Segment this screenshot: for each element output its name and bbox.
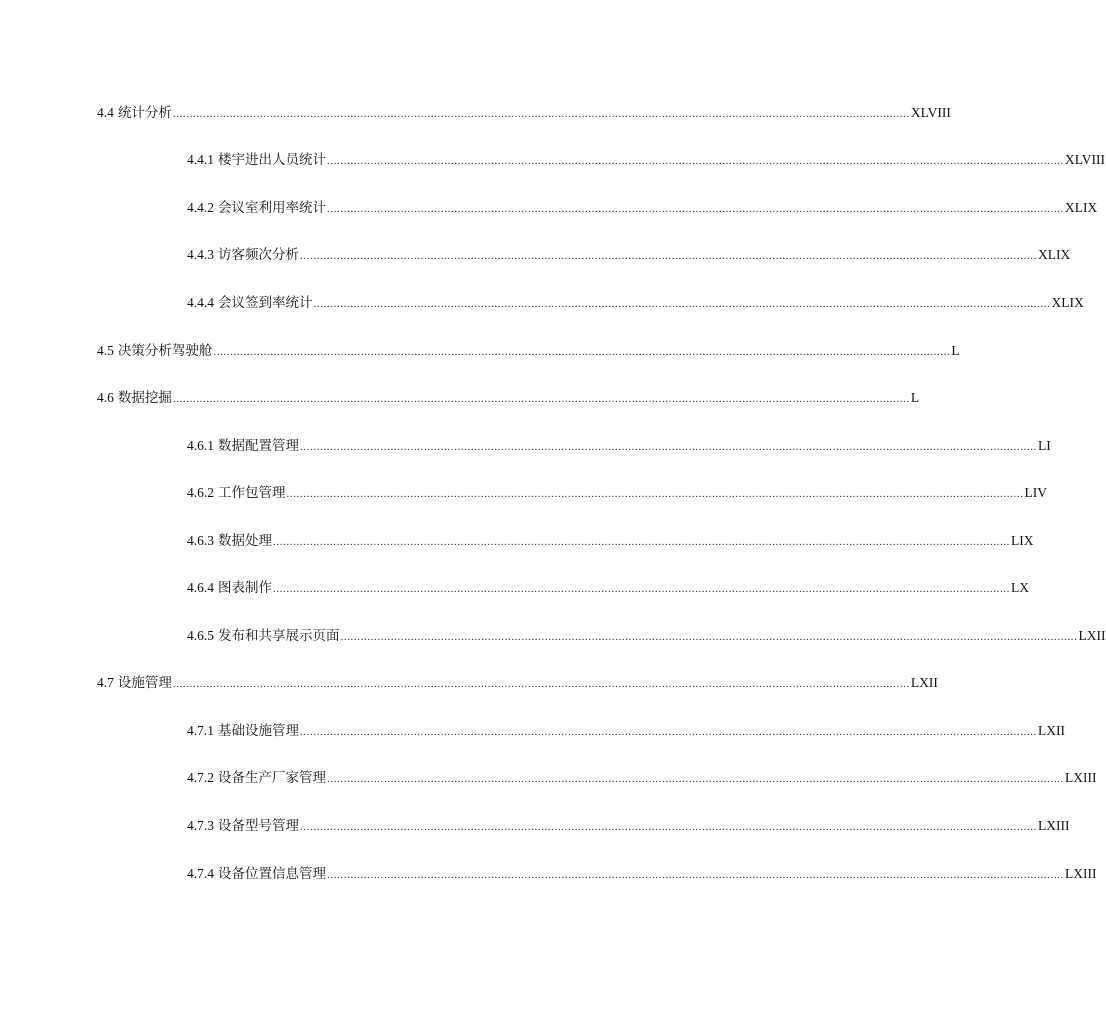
toc-entry-4-7-4[interactable] (187, 864, 1097, 884)
toc-entry-page: XLIX (1065, 200, 1098, 215)
toc-entry-title: 统计分析 (117, 105, 172, 121)
toc-entry-4-4-3[interactable] (187, 245, 1071, 265)
dot-leader: ............................................................................................................................................................................................................................ (300, 821, 1037, 833)
toc-entry-page: XLIX (1038, 247, 1071, 262)
toc-entry-4-7-1[interactable] (187, 721, 1065, 741)
dot-leader: ............................................................................................................................................................................................................................ (340, 631, 1078, 643)
dot-leader: ............................................................................................................................................................................................................................ (300, 726, 1037, 738)
dot-leader: ............................................................................................................................................................................................................................ (300, 441, 1037, 453)
dot-leader: ............................................................................................................................................................................................................................ (273, 536, 1010, 548)
dot-leader: ............................................................................................................................................................................................................................ (286, 488, 1024, 500)
toc-entry-page: LXIII (1065, 866, 1097, 881)
toc-entry-4-6[interactable] (97, 388, 920, 408)
toc-entry-4-6-1[interactable] (187, 436, 1051, 456)
toc-entry-title: 基础设施管理 (218, 723, 299, 739)
toc-entry-title: 楼宇进出人员统计 (218, 152, 326, 168)
toc-entry-title: 发布和共享展示页面 (218, 628, 340, 644)
toc-entry-number: 4.7.4 (187, 866, 214, 881)
toc-entry-4-7-2[interactable] (187, 768, 1097, 788)
toc-entry-number: 4.6.2 (187, 485, 214, 500)
toc-entry-4-6-4[interactable] (187, 578, 1029, 598)
toc-entry-4-4[interactable] (97, 103, 951, 123)
toc-entry-number: 4.6 (97, 390, 114, 405)
toc-entry-number: 4.6.3 (187, 533, 214, 548)
toc-entry-4-7-3[interactable] (187, 816, 1070, 836)
toc-entry-page: LXIII (1038, 818, 1070, 833)
toc-entry-number: 4.4.2 (187, 200, 214, 215)
dot-leader: ............................................................................................................................................................................................................................ (327, 773, 1064, 785)
toc-entry-4-6-5[interactable] (187, 626, 1106, 646)
toc-entry-number: 4.5 (97, 343, 114, 358)
toc-entry-page: LXII (1078, 628, 1106, 643)
toc-entry-title: 设施管理 (117, 675, 172, 691)
toc-entry-number: 4.6.4 (187, 580, 214, 595)
toc-entry-number: 4.7.2 (187, 770, 214, 785)
toc-entry-title: 访客频次分析 (218, 247, 299, 263)
dot-leader: ............................................................................................................................................................................................................................ (213, 346, 951, 358)
toc-entry-page: XLIX (1051, 295, 1084, 310)
toc-entry-title: 图表制作 (218, 580, 272, 596)
dot-leader: ............................................................................................................................................................................................................................ (327, 203, 1064, 215)
toc-entry-title: 设备位置信息管理 (218, 866, 326, 882)
toc-entry-4-4-2[interactable] (187, 198, 1098, 218)
toc-entry-number: 4.4.3 (187, 247, 214, 262)
toc-entry-page: XLVIII (1065, 152, 1105, 167)
toc-entry-page: L (951, 343, 960, 358)
toc-entry-page: LIV (1024, 485, 1047, 500)
toc-entry-number: 4.7 (97, 675, 114, 690)
toc-entry-page: LXII (910, 675, 938, 690)
dot-leader: ............................................................................................................................................................................................................................ (313, 298, 1051, 310)
toc-entry-number: 4.6.5 (187, 628, 214, 643)
toc-entry-page: LXIII (1065, 770, 1097, 785)
dot-leader: ............................................................................................................................................................................................................................ (172, 108, 910, 120)
toc-entry-number: 4.4.1 (187, 152, 214, 167)
toc-entry-4-6-3[interactable] (187, 531, 1034, 551)
toc-entry-4-5[interactable] (97, 341, 960, 361)
toc-entry-title: 会议签到率统计 (218, 295, 313, 311)
dot-leader: ............................................................................................................................................................................................................................ (327, 869, 1064, 881)
dot-leader: ............................................................................................................................................................................................................................ (172, 393, 910, 405)
toc-entry-page: L (910, 390, 920, 405)
dot-leader: ............................................................................................................................................................................................................................ (327, 155, 1064, 167)
toc-entry-4-4-1[interactable] (187, 150, 1105, 170)
toc-entry-page: LXII (1038, 723, 1065, 738)
toc-entry-number: 4.7.1 (187, 723, 214, 738)
toc-entry-title: 设备生产厂家管理 (218, 770, 326, 786)
toc-entry-title: 会议室利用率统计 (218, 200, 326, 216)
toc-entry-number: 4.4 (97, 105, 114, 120)
toc-entry-title: 工作包管理 (218, 485, 286, 501)
toc-entry-page: LX (1011, 580, 1029, 595)
toc-entry-title: 数据挖掘 (117, 390, 172, 406)
toc-entry-page: XLVIII (910, 105, 951, 120)
toc-entry-number: 4.6.1 (187, 438, 214, 453)
toc-entry-number: 4.7.3 (187, 818, 214, 833)
toc-entry-title: 设备型号管理 (218, 818, 299, 834)
toc-entry-page: LI (1038, 438, 1051, 453)
toc-entry-4-7[interactable] (97, 673, 938, 693)
toc-entry-4-6-2[interactable] (187, 483, 1047, 503)
dot-leader: ............................................................................................................................................................................................................................ (172, 678, 910, 690)
toc-entry-title: 数据配置管理 (218, 438, 299, 454)
toc-entry-page: LIX (1011, 533, 1034, 548)
dot-leader: ............................................................................................................................................................................................................................ (300, 250, 1037, 262)
toc-entry-title: 决策分析驾驶舱 (117, 343, 213, 359)
toc-entry-number: 4.4.4 (187, 295, 214, 310)
dot-leader: ............................................................................................................................................................................................................................ (273, 583, 1010, 595)
toc-entry-4-4-4[interactable] (187, 293, 1084, 313)
toc-entry-title: 数据处理 (218, 533, 272, 549)
